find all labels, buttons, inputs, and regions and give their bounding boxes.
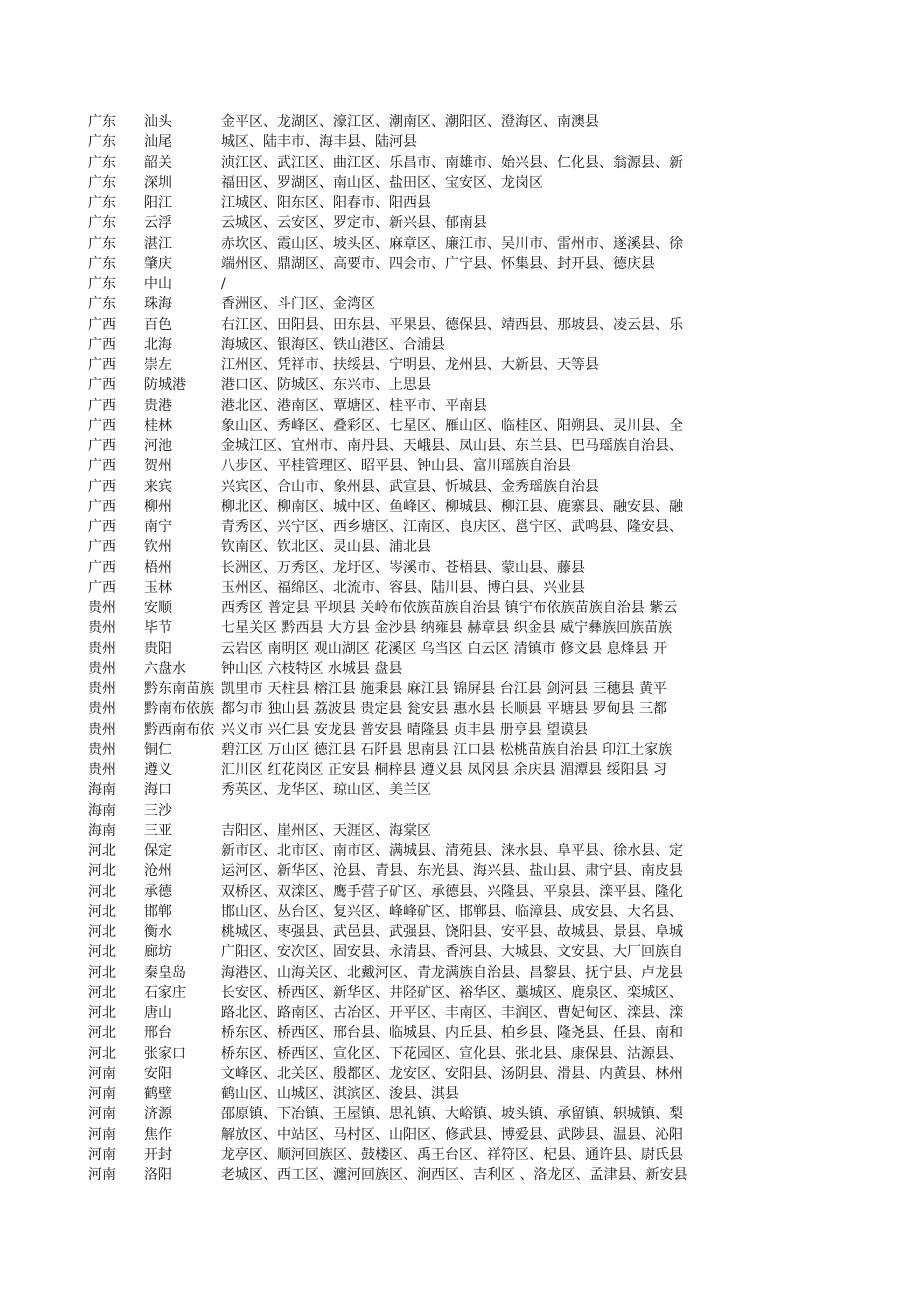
province-cell: 广西 [88,458,116,475]
province-cell: 广西 [88,478,116,495]
city-cell: 汕头 [144,114,172,130]
districts-cell: 路北区、路南区、古冶区、开平区、丰南区、丰润区、曹妃甸区、滦县、滦 [221,1005,683,1021]
city-cell: 贺州 [144,458,172,475]
province-cell: 广西 [88,397,116,414]
table-row [0,234,920,254]
table-row [0,335,920,355]
table-row [0,1044,920,1064]
table-row [0,1064,920,1084]
table-row [0,639,920,659]
province-cell: 广东 [88,134,116,151]
table-row [0,821,920,841]
districts-cell: 香洲区、斗门区、金湾区 [221,296,375,313]
table-row [0,801,920,821]
province-cell: 广东 [88,215,116,232]
districts-cell: 福田区、罗湖区、南山区、盐田区、宝安区、龙岗区 [221,174,543,191]
province-cell: 河北 [88,1005,116,1021]
districts-cell: 凯里市 天柱县 榕江县 施秉县 麻江县 锦屏县 台江县 剑河县 三穗县 黄平 [221,681,668,697]
districts-cell: 兴宾区、合山市、象州县、武宣县、忻城县、金秀瑶族自治县 [221,478,599,495]
province-cell: 广东 [88,195,116,211]
districts-cell: 老城区、西工区、瀍河回族区、涧西区、吉利区 、洛龙区、孟津县、新安县 [221,1167,688,1183]
city-cell: 深圳 [144,174,172,191]
city-cell: 保定 [144,843,172,859]
province-cell: 贵州 [88,721,116,738]
districts-cell: 新市区、北市区、南市区、满城县、清苑县、涞水县、阜平县、徐水县、定 [221,843,683,859]
districts-cell: 浈江区、武江区、曲江区、乐昌市、南雄市、始兴县、仁化县、翁源县、新 [221,154,683,171]
districts-cell: 右江区、田阳县、田东县、平果县、德保县、靖西县、那坡县、凌云县、乐 [221,316,683,333]
province-cell: 河南 [88,1086,116,1102]
province-cell: 贵州 [88,762,116,778]
table-row [0,477,920,497]
table-row [0,841,920,861]
table-row [0,679,920,699]
table-row [0,902,920,922]
table-row [0,963,920,983]
city-cell: 石家庄 [144,984,186,1001]
province-cell: 河北 [88,964,116,981]
districts-cell: 七星关区 黔西县 大方县 金沙县 纳雍县 赫章县 织金县 威宁彝族回族苗族 [221,620,673,637]
province-cell: 广西 [88,336,116,353]
table-row [0,780,920,800]
city-cell: 桂林 [144,417,172,434]
table-row [0,618,920,638]
city-cell: 来宾 [144,478,172,495]
table-row [0,153,920,173]
districts-cell: 云城区、云安区、罗定市、新兴县、郁南县 [221,215,487,232]
province-cell: 广东 [88,255,116,272]
districts-cell: 桃城区、枣强县、武邑县、武强县、饶阳县、安平县、故城县、景县、阜城 [221,924,683,940]
province-cell: 河北 [88,903,116,920]
province-cell: 广西 [88,579,116,596]
table-row [0,193,920,213]
province-cell: 河南 [88,1106,116,1123]
districts-cell: 钟山区 六枝特区 水城县 盘县 [221,660,403,677]
city-cell: 邢台 [144,1025,172,1042]
province-cell: 河南 [88,1065,116,1082]
districts-cell: 青秀区、兴宁区、西乡塘区、江南区、良庆区、邕宁区、武鸣县、隆安县、 [221,519,683,535]
province-cell: 广西 [88,498,116,515]
table-row [0,375,920,395]
table-row [0,882,920,902]
districts-cell: 柳北区、柳南区、城中区、鱼峰区、柳城县、柳江县、鹿寨县、融安县、融 [221,498,683,515]
districts-cell: 象山区、秀峰区、叠彩区、七星区、雁山区、临桂区、阳朔县、灵川县、全 [221,417,683,434]
districts-cell: 汇川区 红花岗区 正安县 桐梓县 遵义县 凤冈县 余庆县 湄潭县 绥阳县 习 [221,762,668,778]
city-cell: 黔东南苗族 [144,681,214,697]
table-row [0,315,920,335]
province-cell: 贵州 [88,741,116,758]
city-cell: 黔南布依族 [144,701,214,718]
districts-cell: 桥东区、桥西区、邢台县、临城县、内丘县、柏乡县、隆尧县、任县、南和 [221,1025,683,1042]
province-cell: 河北 [88,944,116,961]
districts-cell: 港北区、港南区、覃塘区、桂平市、平南县 [221,397,487,414]
province-cell: 贵州 [88,620,116,637]
districts-cell: 碧江区 万山区 德江县 石阡县 思南县 江口县 松桃苗族自治县 印江土家族 [221,741,673,758]
table-row [0,213,920,233]
province-cell: 河南 [88,1146,116,1163]
city-cell: 毕节 [144,620,172,637]
city-cell: 安顺 [144,600,172,616]
districts-cell: 邵原镇、下冶镇、王屋镇、思礼镇、大峪镇、坡头镇、承留镇、轵城镇、梨 [221,1106,683,1123]
city-cell: 崇左 [144,357,172,373]
table-row [0,294,920,314]
city-cell: 肇庆 [144,255,172,272]
districts-cell: 兴义市 兴仁县 安龙县 普安县 晴隆县 贞丰县 册亨县 望谟县 [221,721,589,738]
districts-cell: 西秀区 普定县 平坝县 关岭布依族苗族自治县 镇宁布依族苗族自治县 紫云 [221,600,678,616]
table-row [0,1104,920,1124]
districts-cell: 秀英区、龙华区、琼山区、美兰区 [221,782,431,799]
districts-cell: 文峰区、北关区、殷都区、龙安区、安阳县、汤阴县、滑县、内黄县、林州 [221,1065,683,1082]
city-cell: 济源 [144,1106,172,1123]
districts-cell: 海城区、银海区、铁山港区、合浦县 [221,336,445,353]
city-cell: 铜仁 [144,741,172,758]
table-row [0,659,920,679]
city-cell: 唐山 [144,1005,172,1021]
table-row [0,558,920,578]
province-cell: 河南 [88,1167,116,1183]
city-cell: 秦皇岛 [144,964,186,981]
table-row [0,173,920,193]
city-cell: 云浮 [144,215,172,232]
districts-cell: 端州区、鼎湖区、高要市、四会市、广宁县、怀集县、封开县、德庆县 [221,255,655,272]
table-row [0,1145,920,1165]
table-row [0,861,920,881]
province-cell: 广东 [88,174,116,191]
table-row [0,456,920,476]
province-cell: 广西 [88,377,116,394]
districts-cell: 金城江区、宜州市、南丹县、天峨县、凤山县、东兰县、巴马瑶族自治县、 [221,438,683,454]
province-cell: 河北 [88,863,116,880]
districts-cell: 运河区、新华区、沧县、青县、东光县、海兴县、盐山县、肃宁县、南皮县 [221,863,683,880]
province-cell: 广东 [88,276,116,292]
city-cell: 黔西南布依 [144,721,214,738]
province-cell: 河北 [88,984,116,1001]
table-row [0,983,920,1003]
city-cell: 鹤壁 [144,1086,172,1102]
table-row [0,578,920,598]
table-row [0,132,920,152]
districts-cell: 解放区、中站区、马村区、山阳区、修武县、博爱县、武陟县、温县、沁阳 [221,1126,683,1143]
districts-cell: 都匀市 独山县 荔波县 贵定县 瓮安县 惠水县 长顺县 平塘县 罗甸县 三都 [221,701,668,718]
city-cell: 北海 [144,336,172,353]
districts-cell: 吉阳区、崖州区、天涯区、海棠区 [221,822,431,839]
table-row [0,1125,920,1145]
table-row [0,537,920,557]
city-cell: 开封 [144,1146,172,1163]
table-row [0,436,920,456]
table-row [0,1023,920,1043]
districts-cell: 双桥区、双滦区、鹰手营子矿区、承德县、兴隆县、平泉县、滦平县、隆化 [221,883,683,900]
province-cell: 贵州 [88,701,116,718]
table-row [0,1003,920,1023]
spreadsheet-table [0,112,920,1185]
province-cell: 河北 [88,1045,116,1062]
city-cell: 六盘水 [144,660,186,677]
province-cell: 贵州 [88,600,116,616]
province-cell: 河北 [88,1025,116,1042]
table-row [0,699,920,719]
city-cell: 安阳 [144,1065,172,1082]
city-cell: 河池 [144,438,172,454]
city-cell: 邯郸 [144,903,172,920]
city-cell: 贵港 [144,397,172,414]
table-row [0,355,920,375]
table-row [0,254,920,274]
table-row [0,517,920,537]
table-row [0,497,920,517]
districts-cell: 港口区、防城区、东兴市、上思县 [221,377,431,394]
province-cell: 贵州 [88,640,116,657]
districts-cell: 海港区、山海关区、北戴河区、青龙满族自治县、昌黎县、抚宁县、卢龙县 [221,964,683,981]
city-cell: 洛阳 [144,1167,172,1183]
districts-cell: 龙亭区、顺河回族区、鼓楼区、禹王台区、祥符区、杞县、通许县、尉氏县 [221,1146,683,1163]
province-cell: 贵州 [88,681,116,697]
city-cell: 三亚 [144,822,172,839]
province-cell: 广东 [88,154,116,171]
table-row [0,598,920,618]
city-cell: 沧州 [144,863,172,880]
table-row [0,1084,920,1104]
province-cell: 广东 [88,114,116,130]
province-cell: 广西 [88,438,116,454]
table-row [0,396,920,416]
table-row [0,274,920,294]
city-cell: 承德 [144,883,172,900]
province-cell: 广西 [88,316,116,333]
province-cell: 广东 [88,235,116,252]
city-cell: 韶关 [144,154,172,171]
province-cell: 海南 [88,822,116,839]
province-cell: 河北 [88,843,116,859]
city-cell: 阳江 [144,195,172,211]
province-cell: 广西 [88,519,116,535]
province-cell: 广西 [88,539,116,556]
province-cell: 广西 [88,559,116,576]
districts-cell: 长安区、桥西区、新华区、井陉矿区、裕华区、藁城区、鹿泉区、栾城区、 [221,984,683,1001]
city-cell: 遵义 [144,762,172,778]
city-cell: 汕尾 [144,134,172,151]
city-cell: 柳州 [144,498,172,515]
province-cell: 河北 [88,883,116,900]
city-cell: 张家口 [144,1045,186,1062]
districts-cell: 金平区、龙湖区、濠江区、潮南区、潮阳区、澄海区、南澳县 [221,114,599,130]
districts-cell: 江州区、凭祥市、扶绥县、宁明县、龙州县、大新县、天等县 [221,357,599,373]
city-cell: 贵阳 [144,640,172,657]
table-row [0,922,920,942]
province-cell: 河北 [88,924,116,940]
city-cell: 百色 [144,316,172,333]
city-cell: 三沙 [144,802,172,819]
province-cell: 海南 [88,802,116,819]
province-cell: 海南 [88,782,116,799]
table-row [0,720,920,740]
city-cell: 钦州 [144,539,172,556]
city-cell: 玉林 [144,579,172,596]
table-row [0,942,920,962]
city-cell: 衡水 [144,924,172,940]
districts-cell: 桥东区、桥西区、宣化区、下花园区、宣化县、张北县、康保县、沽源县、 [221,1045,683,1062]
districts-cell: 云岩区 南明区 观山湖区 花溪区 乌当区 白云区 清镇市 修文县 息烽县 开 [221,640,668,657]
province-cell: 贵州 [88,660,116,677]
table-row [0,1165,920,1185]
province-cell: 河南 [88,1126,116,1143]
city-cell: 珠海 [144,296,172,313]
districts-cell: 江城区、阳东区、阳春市、阳西县 [221,195,431,211]
districts-cell: 城区、陆丰市、海丰县、陆河县 [221,134,417,151]
city-cell: 梧州 [144,559,172,576]
table-row [0,760,920,780]
city-cell: 湛江 [144,235,172,252]
table-row [0,740,920,760]
city-cell: 海口 [144,782,172,799]
city-cell: 防城港 [144,377,186,394]
districts-cell: 鹤山区、山城区、淇滨区、浚县、淇县 [221,1086,459,1102]
table-row [0,416,920,436]
province-cell: 广西 [88,357,116,373]
city-cell: 南宁 [144,519,172,535]
city-cell: 廊坊 [144,944,172,961]
table-row [0,112,920,132]
districts-cell: 邯山区、丛台区、复兴区、峰峰矿区、邯郸县、临漳县、成安县、大名县、 [221,903,683,920]
districts-cell: 长洲区、万秀区、龙圩区、岑溪市、苍梧县、蒙山县、藤县 [221,559,585,576]
districts-cell: 赤坎区、霞山区、坡头区、麻章区、廉江市、吴川市、雷州市、遂溪县、徐 [221,235,683,252]
city-cell: 中山 [144,276,172,292]
province-cell: 广东 [88,296,116,313]
city-cell: 焦作 [144,1126,172,1143]
districts-cell: 钦南区、钦北区、灵山县、浦北县 [221,539,431,556]
districts-cell: 八步区、平桂管理区、昭平县、钟山县、富川瑶族自治县 [221,458,571,475]
districts-cell: / [221,276,226,292]
province-cell: 广西 [88,417,116,434]
districts-cell: 广阳区、安次区、固安县、永清县、香河县、大城县、文安县、大厂回族自 [221,944,683,961]
districts-cell: 玉州区、福绵区、北流市、容县、陆川县、博白县、兴业县 [221,579,585,596]
